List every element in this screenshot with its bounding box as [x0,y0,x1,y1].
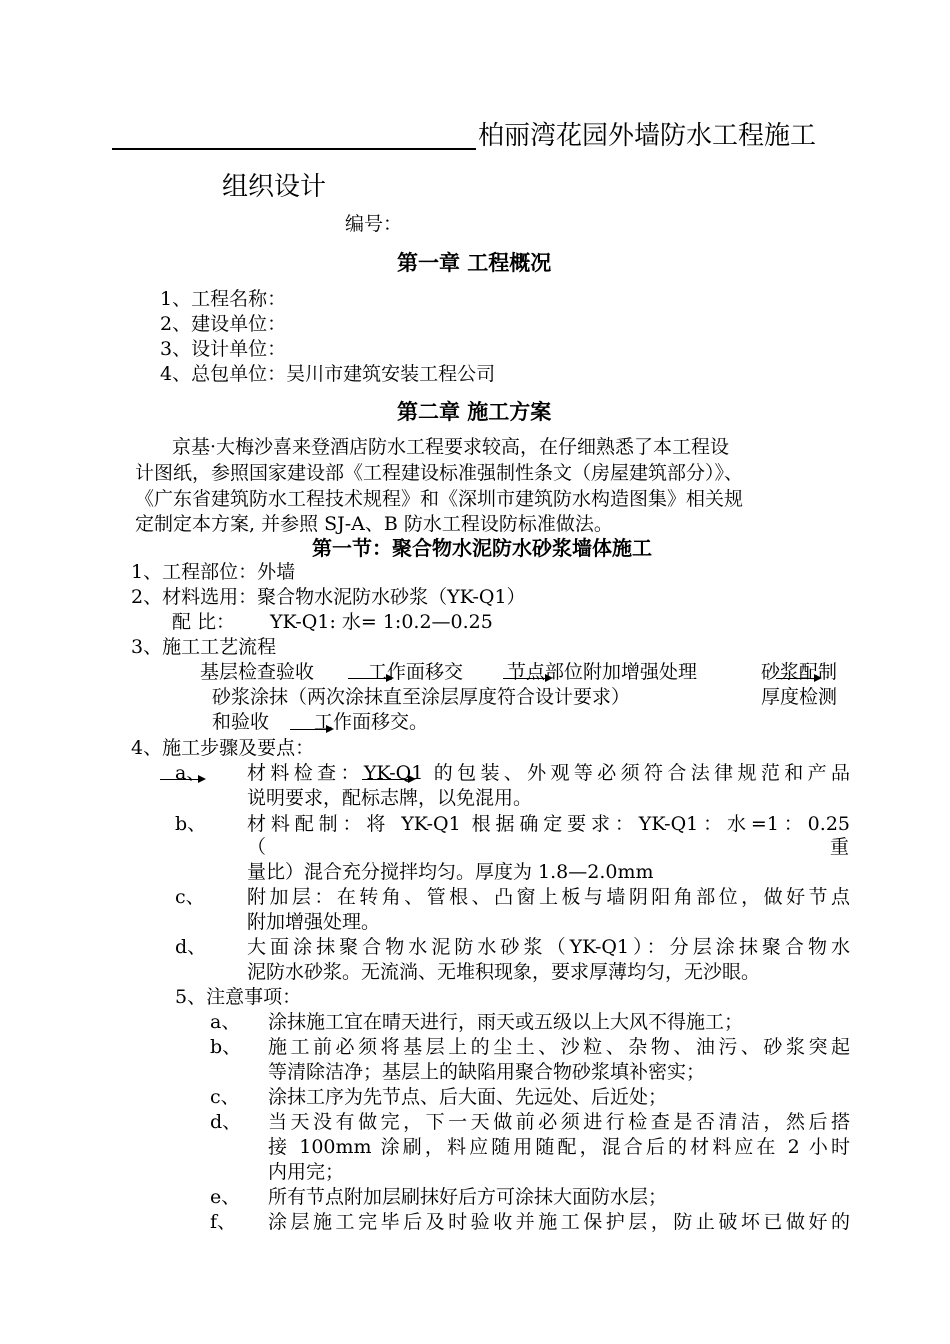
note-text: 涂抹施工宜在晴天进行，雨天或五级以上大风不得施工； [268,1011,744,1033]
note-text: 施工前必须将基层上的尘土、沙粒、杂物、油污、砂浆突起 [268,1036,850,1058]
title-underline [112,148,476,150]
intro-line: 定制定本方案, 并参照 SJ-A、B 防水工程设防标准做法。 [135,513,613,535]
flow-step: 基层检查验收 [200,661,315,683]
note-label: e、 [210,1186,241,1208]
note-label: f、 [210,1211,237,1233]
note-text: 接 100mm 涂刷，料应随用随配，混合后的材料应在 2 小时 [268,1136,850,1158]
flow-arrow [362,779,414,780]
section1-item2: 2、材料选用：聚合物水泥防水砂浆（YK-Q1） [131,586,526,608]
flow-step: 和验收 [212,711,270,733]
note-text: 涂层施工完毕后及时验收并施工保护层，防止破坏已做好的 [268,1211,850,1233]
ratio-value: YK-Q1: 水= 1:0.2—0.25 [270,611,493,633]
note-label: d、 [210,1111,242,1133]
step-text: 泥防水砂浆。无流淌、无堆积现象，要求厚薄均匀，无沙眼。 [247,961,761,983]
serial-label: 编号： [345,213,403,235]
section1-item3: 3、施工工艺流程 [131,636,277,658]
note-label: a、 [210,1011,241,1033]
flow-step: 节点部位附加增强处理 [507,661,698,683]
section1-heading: 第一节：聚合物水泥防水砂浆墙体施工 [312,536,652,560]
step-text: 材料检查：YK-Q1 的包装、外观等必须符合法律规范和产品 [247,762,850,784]
doc-title-line2: 组织设计 [222,172,327,202]
step-text: 附加层：在转角、管根、凸窗上板与墙阴阳角部位，做好节点 [247,886,850,908]
step-label: c、 [175,886,205,908]
flow-step: 砂浆涂抹（两次涂抹直至涂层厚度符合设计要求） [212,686,631,708]
flow-arrow [160,779,204,780]
note-label: b、 [210,1036,242,1058]
step-text: 材料配制：将 YK-Q1 根据确定要求：YK-Q1：水=1：0.25 [247,813,850,835]
step-text: 量比）混合充分搅拌均匀。厚度为 1.8—2.0mm [247,861,654,883]
section1-item5: 5、注意事项： [175,986,302,1008]
step-text: 大面涂抹聚合物水泥防水砂浆（YK-Q1）：分层涂抹聚合物水 [247,936,850,958]
intro-line: 《广东省建筑防水工程技术规程》和《深圳市建筑防水构造图集》相关规 [135,488,744,510]
step-label: d、 [175,936,207,958]
intro-line: 计图纸，参照国家建设部《工程建设标准强制性条文（房屋建筑部分）》、 [135,462,744,484]
chapter1-item: 4、总包单位：吴川市建筑安装工程公司 [160,363,496,385]
chapter1-item: 2、建设单位： [160,313,287,335]
note-text: 涂抹工序为先节点、后大面、先远处、后近处； [268,1086,668,1108]
flow-step: 砂浆配制 [761,661,838,683]
step-label: b、 [175,813,207,835]
chapter1-item: 1、工程名称： [160,288,287,310]
intro-line: 京基·大梅沙喜来登酒店防水工程要求较高，在仔细熟悉了本工程设 [172,436,730,458]
step-text: （ [247,836,267,858]
ratio-label: 配 比： [172,611,236,633]
chapter2-heading: 第二章 施工方案 [397,399,552,424]
step-text: 说明要求，配标志牌，以免混用。 [247,787,533,809]
flow-step: 工作面移交 [368,661,464,683]
chapter1-heading: 第一章 工程概况 [397,250,552,275]
section1-item1: 1、工程部位：外墙 [131,561,296,583]
step-label: a、 [175,762,206,784]
flow-step: 厚度检测 [761,686,838,708]
note-text: 所有节点附加层刷抹好后方可涂抹大面防水层； [268,1186,668,1208]
step-text: 附加增强处理。 [247,911,381,933]
note-text: 当天没有做完，下一天做前必须进行检查是否清洁，然后搭 [268,1111,850,1133]
chapter1-item: 3、设计单位： [160,338,287,360]
note-text: 内用完； [268,1161,345,1183]
section1-item4: 4、施工步骤及要点： [131,737,315,759]
doc-title-line1: 柏丽湾花园外墙防水工程施工 [478,121,817,151]
note-label: c、 [210,1086,240,1108]
note-text: 等清除洁净；基层上的缺陷用聚合物砂浆填补密实； [268,1061,706,1083]
step-text: 重 [830,836,850,858]
flow-step: 工作面移交。 [314,711,429,733]
